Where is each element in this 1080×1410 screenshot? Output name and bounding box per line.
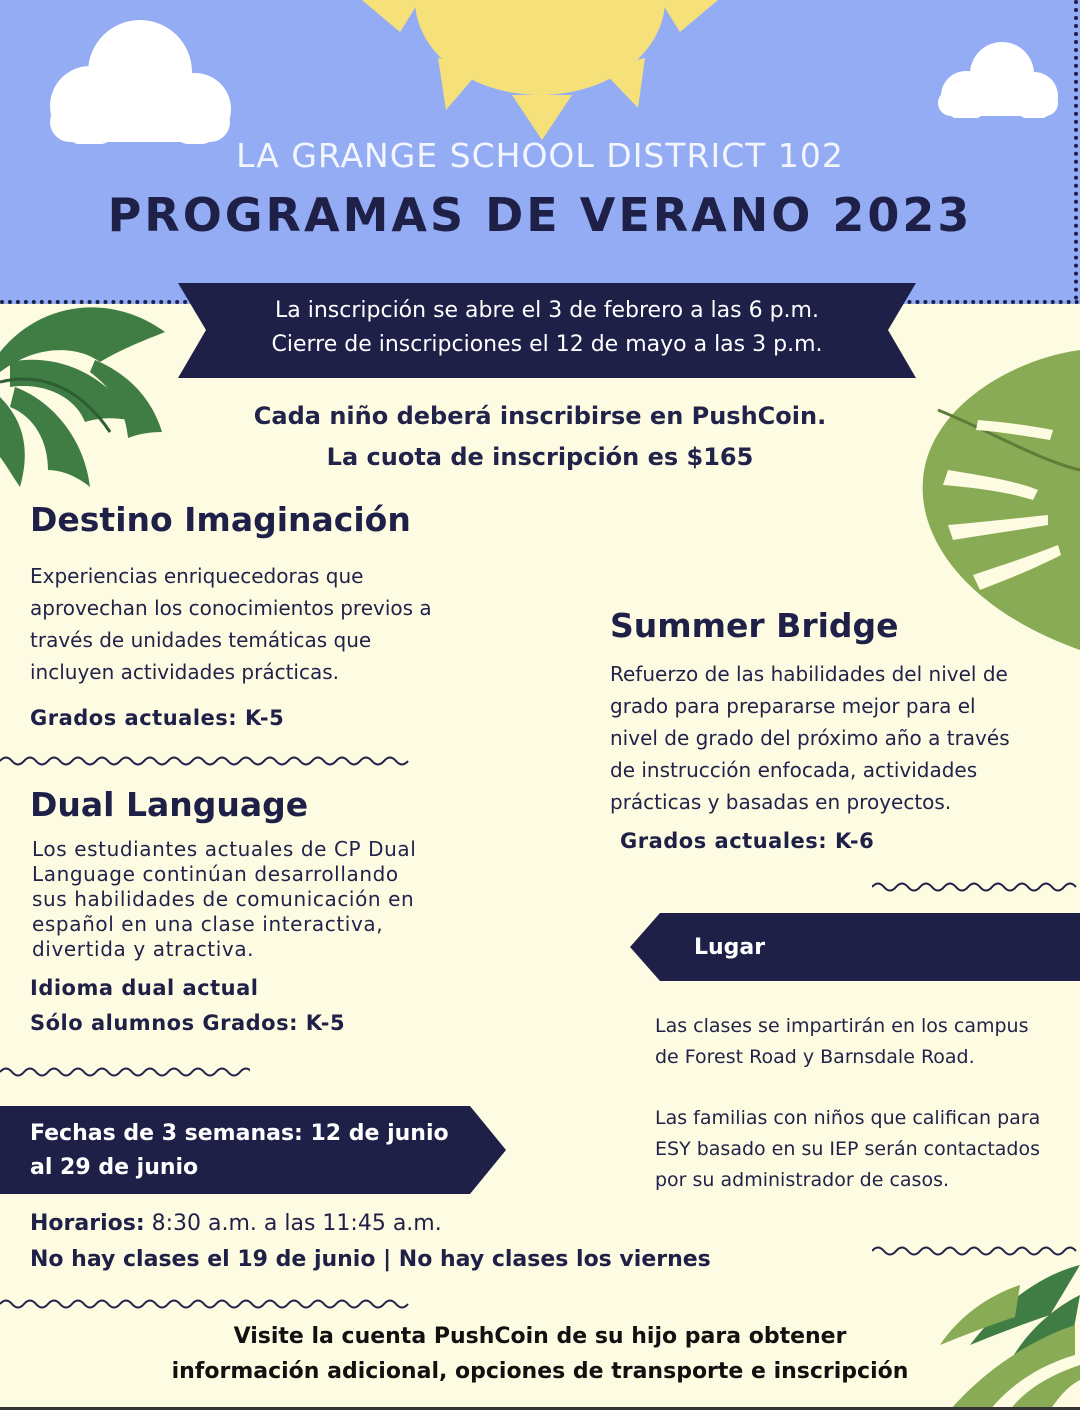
cloud-right-icon — [930, 38, 1060, 118]
registration-open-text: La inscripción se abre el 3 de febrero a las 6 p.m. — [275, 298, 819, 323]
dual-language-description — [32, 837, 532, 962]
summer-bridge-description — [610, 658, 1070, 818]
wavy-divider — [872, 878, 1080, 896]
text-line: sus habilidades de comunicación en — [32, 887, 415, 911]
district-name: LA GRANGE SCHOOL DISTRICT 102 — [236, 136, 844, 175]
text-line: nivel de grado del próximo año a través — [610, 726, 1010, 750]
destino-description — [30, 560, 510, 688]
registration-dates — [178, 294, 916, 362]
cloud-left-icon — [40, 14, 235, 144]
sun-illustration — [350, 0, 730, 145]
text-line: prácticas y basadas en proyectos. — [610, 790, 952, 814]
program-dates — [30, 1117, 490, 1185]
text-line: divertida y atractiva. — [32, 937, 255, 961]
footer-line2: información adicional, opciones de transporte e inscripción — [171, 1359, 909, 1384]
text-line: Experiencias enriquecedoras que — [30, 564, 364, 588]
schedule-hours — [30, 1211, 442, 1236]
text-line: de instrucción enfocada, actividades — [610, 758, 978, 782]
destino-grades: Grados actuales: K-5 — [30, 706, 285, 730]
text-line: través de unidades temáticas que — [30, 628, 372, 652]
pushcoin-notice: Cada niño deberá inscribirse en PushCoin. — [253, 402, 827, 430]
page-title: PROGRAMAS DE VERANO 2023 — [107, 188, 973, 242]
text-line: Las clases se impartirán en los campus — [655, 1015, 1029, 1037]
footer-line1: Visite la cuenta PushCoin de su hijo para obtener — [233, 1324, 847, 1349]
wavy-divider — [0, 752, 410, 770]
monstera-leaf-icon — [918, 350, 1080, 650]
no-class-dates: No hay clases el 19 de junio | No hay clases los viernes — [30, 1247, 711, 1272]
esy-description — [655, 1103, 1080, 1196]
registration-close-text: Cierre de inscripciones el 12 de mayo a las 3 p.m. — [271, 332, 823, 357]
dual-language-title: Dual Language — [30, 785, 309, 824]
schedule-label: Horarios: — [30, 1211, 145, 1236]
text-line: Refuerzo de las habilidades del nivel de — [610, 662, 1008, 686]
text-line: grado para prepararse mejor para el — [610, 694, 976, 718]
text-line: por su administrador de casos. — [655, 1169, 950, 1191]
dates-line: Fechas de 3 semanas: 12 de junio — [30, 1121, 449, 1146]
text-line: aprovechan los conocimientos previos a — [30, 596, 432, 620]
text-line: español en una clase interactiva, — [32, 912, 384, 936]
text-line: Language continúan desarrollando — [32, 862, 399, 886]
registration-fee: La cuota de inscripción es $165 — [326, 443, 754, 471]
wavy-divider — [0, 1295, 410, 1313]
summer-bridge-grades: Grados actuales: K-6 — [620, 829, 875, 853]
text-line: Las familias con niños que califican para — [655, 1107, 1041, 1129]
destino-title: Destino Imaginación — [30, 500, 411, 539]
dual-grades-line2: Sólo alumnos Grados: K-5 — [30, 1011, 346, 1035]
text-line: incluyen actividades prácticas. — [30, 660, 340, 684]
location-label: Lugar — [694, 935, 766, 960]
text-line: ESY basado en su IEP serán contactados — [655, 1138, 1040, 1160]
dual-grades-line1: Idioma dual actual — [30, 976, 259, 1000]
text-line: de Forest Road y Barnsdale Road. — [655, 1046, 975, 1068]
wavy-divider — [0, 1063, 250, 1081]
schedule-time: 8:30 a.m. a las 11:45 a.m. — [144, 1211, 442, 1236]
dates-line: al 29 de junio — [30, 1155, 199, 1180]
text-line: Los estudiantes actuales de CP Dual — [32, 837, 417, 861]
summer-bridge-title: Summer Bridge — [610, 606, 899, 645]
location-description — [655, 1011, 1080, 1073]
